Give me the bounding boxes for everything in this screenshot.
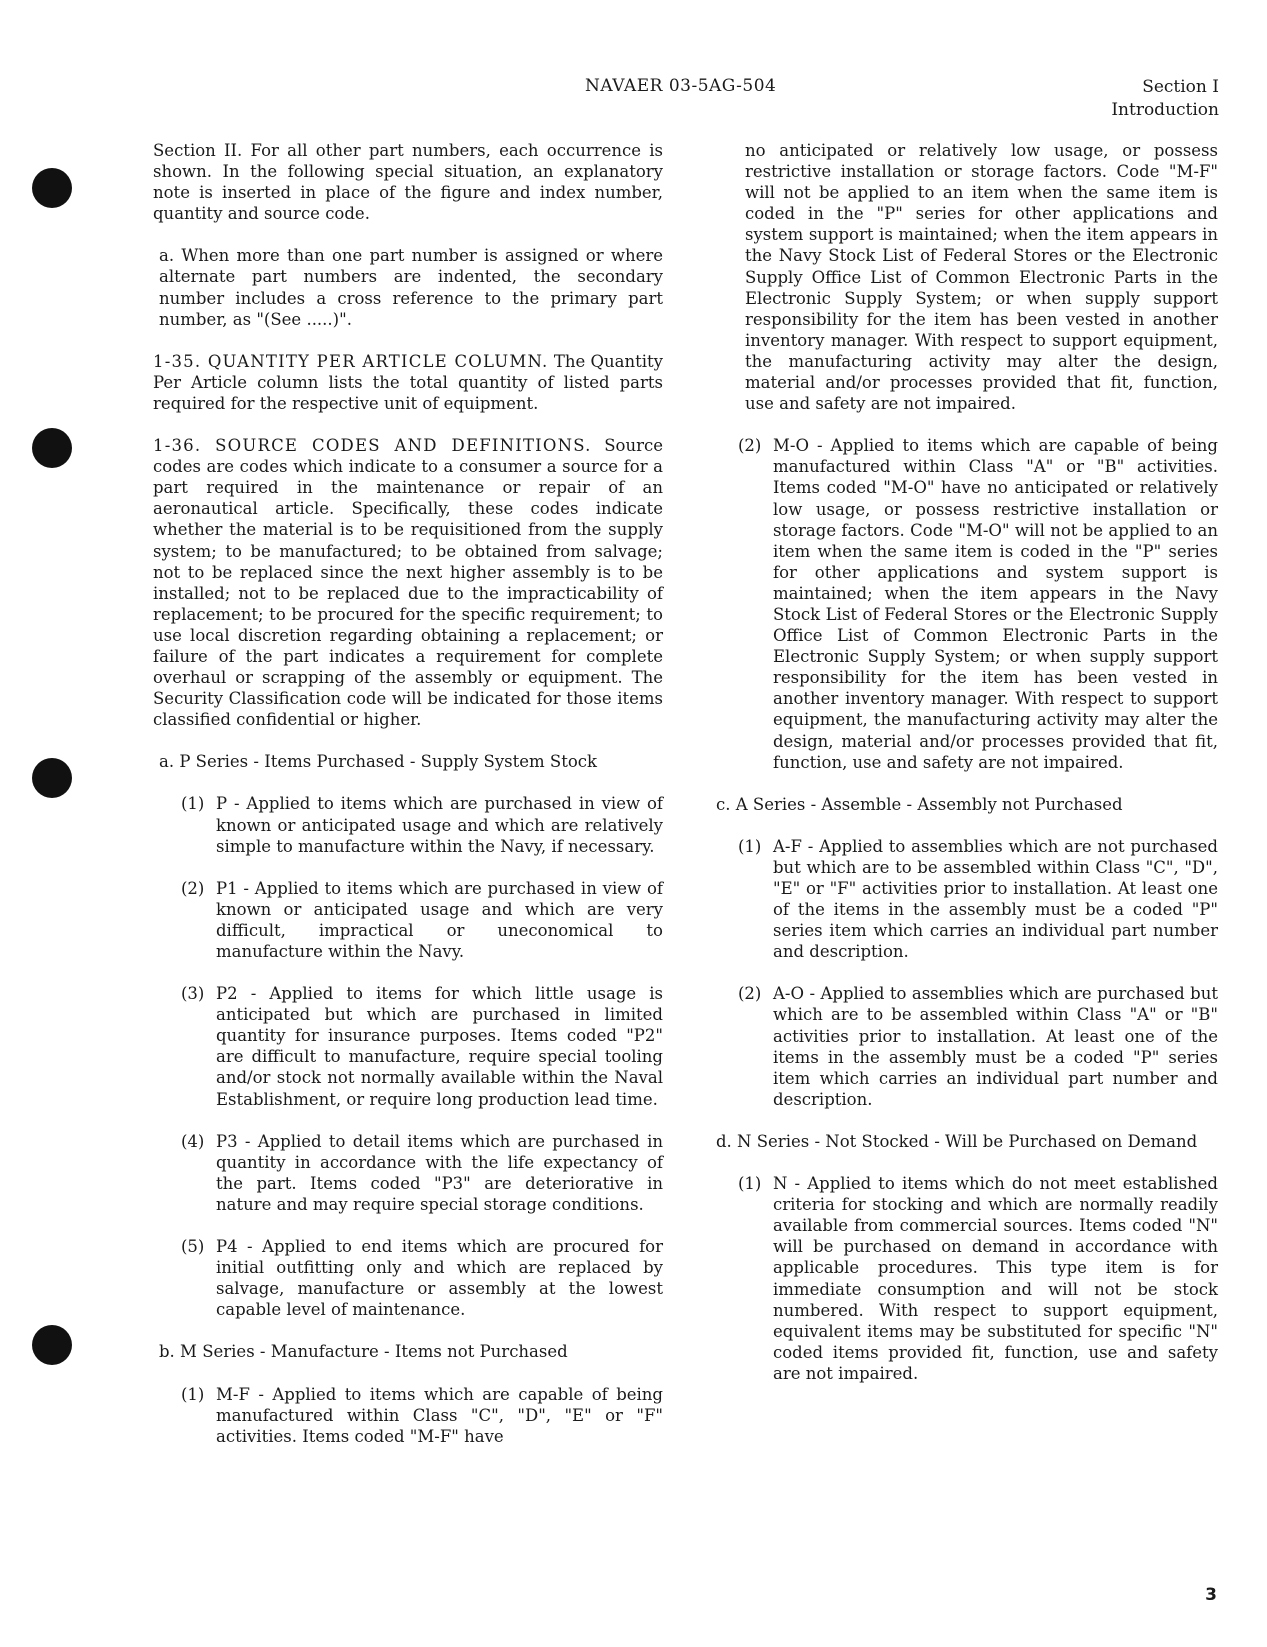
item-number: (4) (181, 1131, 205, 1151)
series-m-heading: b. M Series - Manufacture - Items not Purchased (159, 1342, 568, 1362)
binder-hole-4 (32, 1325, 72, 1365)
item-text: A-F - Applied to assemblies which are not purchased but which are to be assembled within Class "C", "D", "E" or "F" activities prior to installation. At least one of the items in the assembly must be a coded "P" series item which carries an individual part number and description. (773, 836, 1218, 962)
source-codes-text: Source codes are codes which indicate to a consumer a source for a part required in the maintenance or repair of an aeronautical article. Specifically, these codes indicate whether the material is to be requisitioned from the supply system; to be manufactured; to be obtained from salvage; not to be replaced since the next higher assembly is to be installed; not to be replaced due to the impracticability of replacement; to be procured for the specific requirement; to use local discretion regarding obtaining a replacement; or failure of the part indicates a requirement for complete overhaul or scrapping of the assembly or equipment. The Security Classification code will be indicated for those items classified confidential or higher. (153, 436, 664, 730)
a-item-2 (738, 983, 1218, 1110)
a-item-1 (738, 836, 1218, 963)
item-text: P3 - Applied to detail items which are purchased in quantity in accordance with the life expectancy of the part. Items coded "P3" are deteriorative in nature and may require special storage conditions. (216, 1131, 663, 1214)
series-n-heading: d. N Series - Not Stocked - Will be Purchased on Demand (716, 1131, 1198, 1151)
p-item-1 (181, 793, 663, 856)
m-item-1 (181, 1384, 663, 1447)
series-p-heading: a. P Series - Items Purchased - Supply System Stock (159, 752, 598, 772)
binder-hole-2 (32, 428, 72, 468)
item-number: (3) (181, 984, 205, 1004)
item-text: N - Applied to items which do not meet established criteria for stocking and which are normally readily available from commercial sources. Items coded "N" will be purchased on demand in accordance with applicable procedures. This type item is for immediate consumption and will not be stock numbered. With respect to support equipment, equivalent items may be substituted for specific "N" coded items provided fit, function, use and safety are not impaired. (773, 1174, 1218, 1383)
left-column (153, 140, 663, 1468)
quantity-heading: 1-35. QUANTITY PER ARTICLE COLUMN. (153, 351, 549, 371)
section-title: Introduction (1111, 100, 1219, 120)
item-text: A-O - Applied to assemblies which are purchased but which are to be assembled within Class "A" or "B" activities prior to installation. At least one of the items in the assembly must be a coded "P" series item which carries an individual part number and description. (773, 984, 1218, 1109)
binder-hole-3 (32, 758, 72, 798)
item-text: P4 - Applied to end items which are procured for initial outfitting only and which are replaced by salvage, manufacture or assembly at the lowest capable level of maintenance. (216, 1237, 663, 1320)
section-header (1111, 76, 1219, 122)
item-number: (2) (738, 984, 762, 1004)
source-codes-paragraph (153, 435, 663, 730)
item-number: (2) (738, 436, 762, 456)
item-number: (1) (738, 836, 762, 856)
m-item-2 (738, 435, 1218, 773)
item-text: M-O - Applied to items which are capable of being manufactured within Class "A" or "B" activities. Items coded "M-O" have no anticipated or relatively low usage, or possess restrictive installation or storage factors. Code "M-O" will not be applied to an item when the same item is coded in the "P" series for other applications and system support is maintained; when the item appears in the Navy Stock List of Federal Stores or the Electronic Supply Office List of Common Electronic Parts in the Electronic Supply System; or when supply support responsibility for the item has been vested in another inventory manager. With respect to support equipment, the manufacturing activity may alter the design, material and/or processes provided that fit, function, use and safety are not impaired. (773, 436, 1218, 772)
item-number: (2) (181, 878, 205, 898)
quantity-text: The Quantity Per Article column lists the total quantity of listed parts required for the respective unit of equipment. (153, 351, 664, 413)
binder-hole-1 (32, 168, 72, 208)
item-text: P - Applied to items which are purchased in view of known or anticipated usage and which are relatively simple to manufacture within the Navy, if necessary. (216, 794, 663, 856)
item-text: P2 - Applied to items for which little usage is anticipated but which are purchased in limited quantity for insurance purposes. Items coded "P2" are difficult to manufacture, require special tooling and/or stock not normally available within the Naval Establishment, or require long production lead time. (216, 984, 663, 1109)
item-number: (1) (181, 1384, 205, 1404)
p-item-3 (181, 983, 663, 1110)
source-codes-heading: 1-36. SOURCE CODES AND DEFINITIONS. (153, 436, 592, 456)
series-a-heading: c. A Series - Assemble - Assembly not Purchased (716, 794, 1123, 814)
document-number: NAVAER 03-5AG-504 (585, 76, 777, 96)
p-item-5 (181, 1236, 663, 1320)
item-number: (1) (738, 1174, 762, 1194)
item-number: (5) (181, 1237, 205, 1257)
right-column (710, 140, 1218, 1405)
intro-paragraph: Section II. For all other part numbers, each occurrence is shown. In the following special situation, an explanatory note is inserted in place of the figure and index number, quantity and source code. (153, 141, 663, 224)
p-item-2 (181, 878, 663, 962)
page-number: 3 (1205, 1585, 1217, 1605)
p-item-4 (181, 1131, 663, 1215)
item-number: (1) (181, 794, 205, 814)
n-item-1 (738, 1173, 1218, 1384)
item-text: P1 - Applied to items which are purchased in view of known or anticipated usage and which are very difficult, impractical or uneconomical to manufacture within the Navy. (216, 878, 663, 961)
item-text: M-F - Applied to items which are capable of being manufactured within Class "C", "D", "E" or "F" activities. Items coded "M-F" have (216, 1384, 663, 1446)
quantity-paragraph (153, 351, 663, 414)
m-item-1-continued: no anticipated or relatively low usage, or possess restrictive installation or storage factors. Code "M-F" will not be applied to an item when the same item is coded in the "P" series for other applications and system support is maintained; when the item appears in the Navy Stock List of Federal Stores or the Electronic Supply Office List of Common Electronic Parts in the Electronic Supply System; or when supply support responsibility for the item has been vested in another inventory manager. With respect to support equipment, the manufacturing activity may alter the design, material and/or processes provided that fit, function, use and safety are not impaired. (745, 141, 1218, 414)
section-label: Section I (1142, 77, 1219, 97)
note-a: a. When more than one part number is assigned or where alternate part numbers are indented, the secondary number includes a cross reference to the primary part number, as "(See .....)". (159, 246, 663, 329)
